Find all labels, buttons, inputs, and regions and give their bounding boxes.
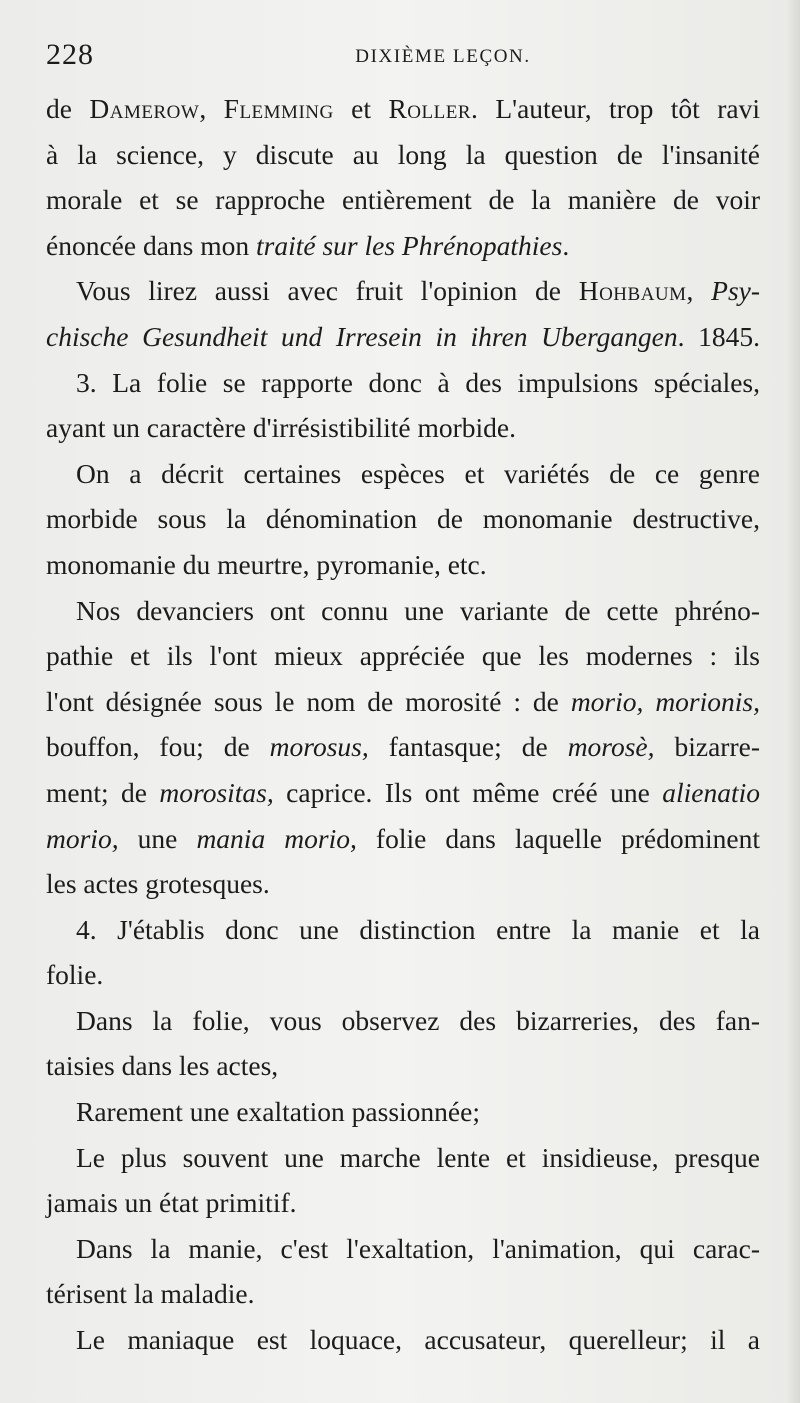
text-line: Dans la manie, c'est l'exaltation, l'animation, qui carac-: [76, 1232, 760, 1264]
text-line: Nos devanciers ont connu une variante de cette phréno-: [76, 594, 760, 626]
text-line: Rarement une exaltation passionnée;: [76, 1096, 480, 1128]
text-line: On a décrit certaines espèces et variétés de ce genre: [76, 457, 760, 489]
text-line: 4. J'établis donc une distinction entre la manie et la: [76, 913, 760, 945]
book-title: traité sur les Phrénopathies: [256, 229, 563, 261]
text-line: à la science, y discute au long la question de l'insanité: [46, 138, 760, 170]
text-line: pathie et ils l'ont mieux appréciée que les modernes : ils: [46, 640, 760, 672]
text-line: chische Gesundheit und Irresein in ihren Ubergangen. 1845.: [46, 320, 760, 352]
text-line: Le plus souvent une marche lente et insidieuse, presque: [76, 1141, 760, 1173]
page-header: [46, 38, 760, 78]
page-edge-shadow: [786, 0, 800, 1403]
author-name: Roller: [388, 93, 472, 124]
text-line: Le maniaque est loquace, accusateur, querelleur; il a: [76, 1324, 760, 1356]
text-line: les actes grotesques.: [46, 868, 270, 900]
text-line: de Damerow, Flemming et Roller. L'auteur, trop tôt ravi: [46, 93, 760, 124]
author-name: Damerow: [89, 93, 200, 124]
text-line: morbide sous la dénomination de monomanie destructive,: [46, 503, 760, 535]
text-line: folie.: [46, 959, 104, 991]
author-name: Flemming: [223, 93, 334, 124]
page-body: [46, 86, 760, 1363]
text-line: morio, une mania morio, folie dans laquelle prédominent: [46, 822, 760, 854]
book-title: chische Gesundheit und Irresein in ihren Ubergangen: [46, 320, 678, 352]
text-line: ment; de morositas, caprice. Ils ont même créé une alienatio: [46, 776, 760, 808]
text-line: Vous lirez aussi avec fruit l'opinion de Hohbaum, Psy-: [76, 275, 761, 307]
text-line: taisies dans les actes,: [46, 1050, 279, 1082]
text-line: monomanie du meurtre, pyromanie, etc.: [46, 548, 487, 580]
text-line: ayant un caractère d'irrésistibilité morbide.: [46, 412, 516, 444]
text-line: térisent la maladie.: [46, 1278, 255, 1310]
author-name: Hohbaum: [578, 275, 687, 307]
text-line: morale et se rapproche entièrement de la manière de voir: [46, 184, 760, 216]
page-number: 228: [46, 38, 94, 71]
text-line: bouffon, fou; de morosus, fantasque; de morosè, bizarre-: [46, 731, 760, 763]
running-head: DIXIÈME LEÇON.: [355, 46, 531, 67]
text-line: énoncée dans mon traité sur les Phrénopathies.: [46, 229, 570, 261]
text-line: l'ont désignée sous le nom de morosité : de morio, morionis,: [46, 685, 760, 717]
text-line: 3. La folie se rapporte donc à des impulsions spéciales,: [76, 366, 760, 398]
text-line: Dans la folie, vous observez des bizarreries, des fan-: [76, 1004, 760, 1036]
text-line: jamais un état primitif.: [46, 1187, 297, 1219]
